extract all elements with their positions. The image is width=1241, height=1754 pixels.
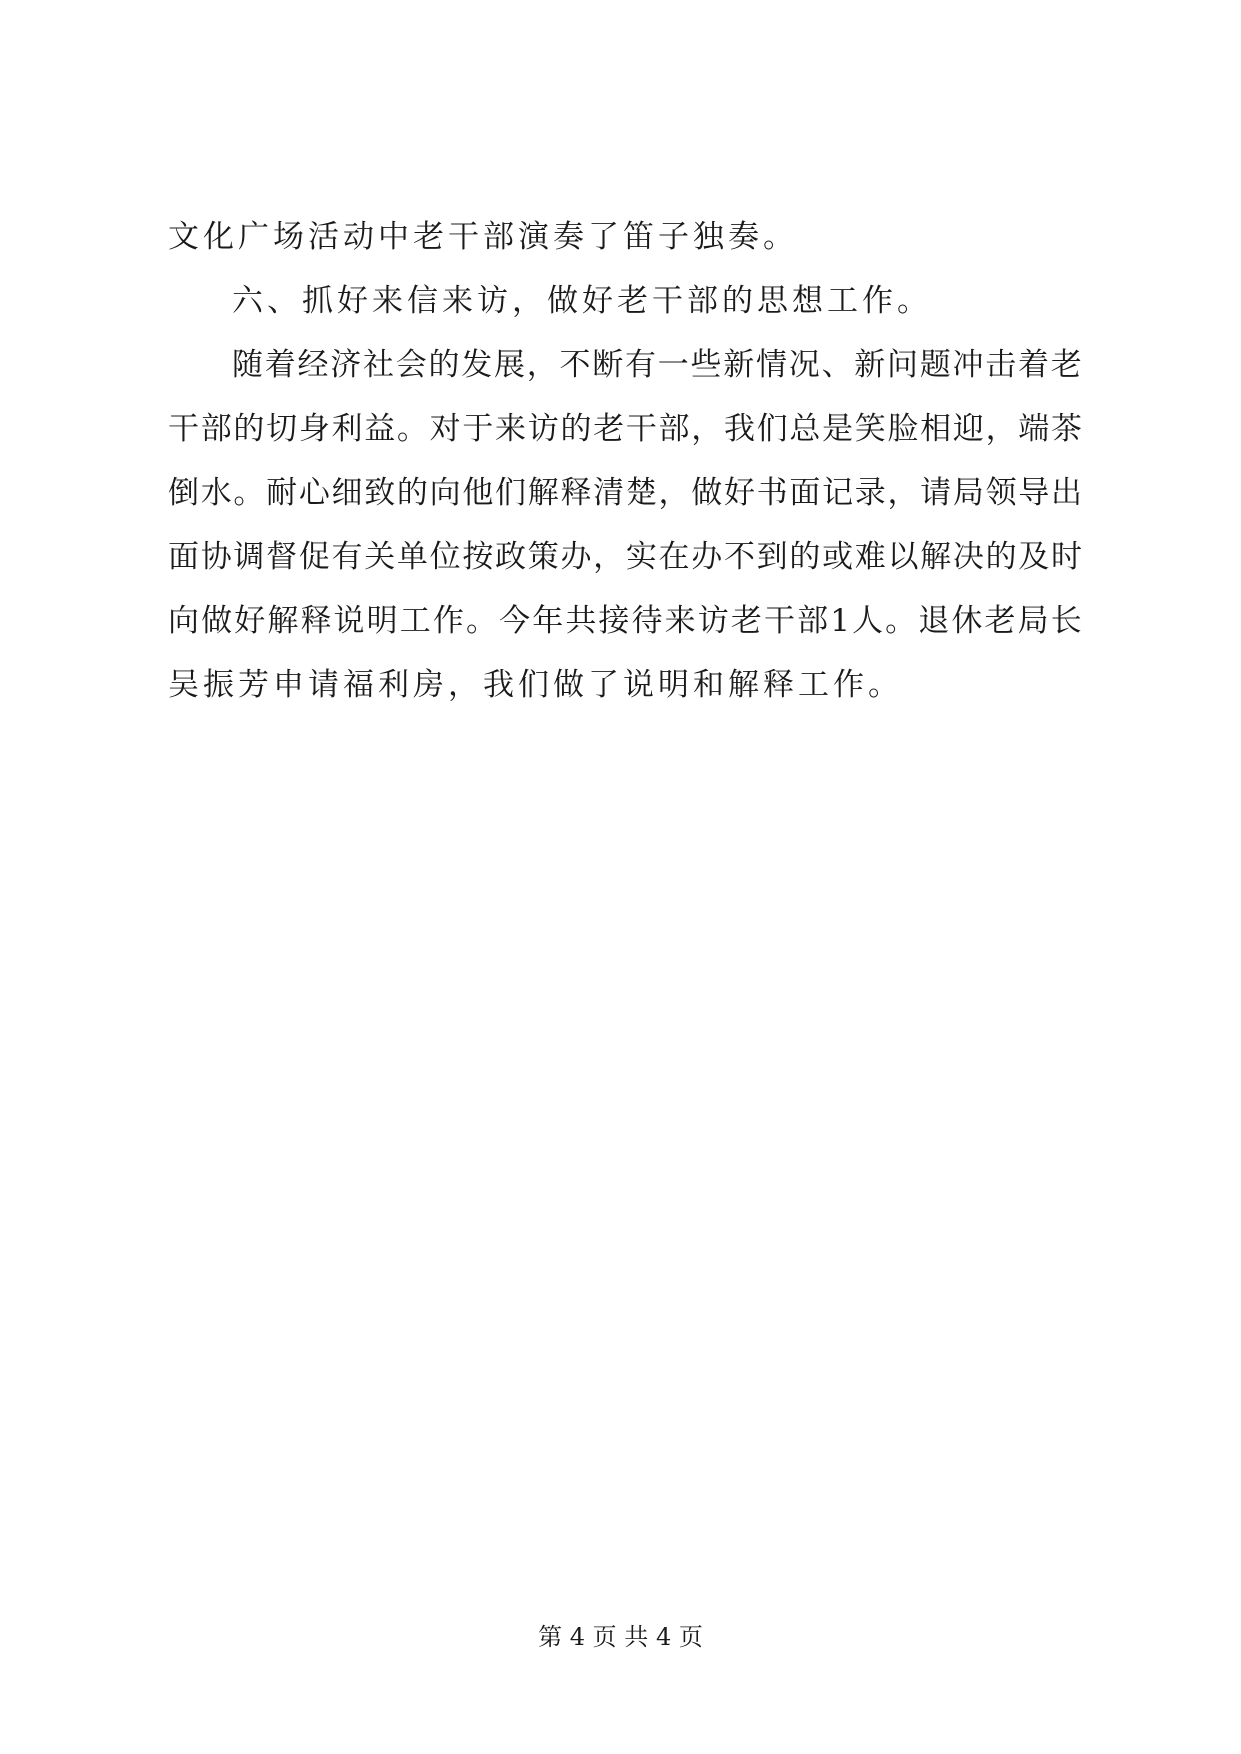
- paragraph-line-3: 随 着 经 济 社 会 的 发 展 ， 不 断 有 一 些 新 情 况 、 新 问 题 冲 击 着 老: [232, 347, 1082, 383]
- paragraph-line-1: 文化广场活动中老干部演奏了笛子独奏。: [168, 219, 798, 255]
- section-heading-six: 六、抓好来信来访，做好老干部的思想工作。: [232, 283, 932, 319]
- paragraph-line-4: 干 部 的 切 身 利 益 。 对 于 来 访 的 老 干 部 ， 我 们 总 是 笑 脸 相 迎 ， 端 茶: [168, 411, 1082, 447]
- paragraph-line-8: 吴振芳申请福利房，我们做了说明和解释工作。: [168, 667, 903, 703]
- paragraph-line-7: 向 做 好 解 释 说 明 工 作 。 今 年 共 接 待 来 访 老 干 部 1 人 。 退 休 老 局 长: [168, 603, 1082, 639]
- paragraph-line-5: 倒 水 。 耐 心 细 致 的 向 他 们 解 释 清 楚 ， 做 好 书 面 记 录 ， 请 局 领 导 出: [168, 475, 1082, 511]
- page-number-footer: 第 4 页 共 4 页: [538, 1623, 703, 1651]
- document-body: [168, 205, 1082, 717]
- paragraph-line-6: 面 协 调 督 促 有 关 单 位 按 政 策 办 ， 实 在 办 不 到 的 或 难 以 解 决 的 及 时: [168, 539, 1082, 575]
